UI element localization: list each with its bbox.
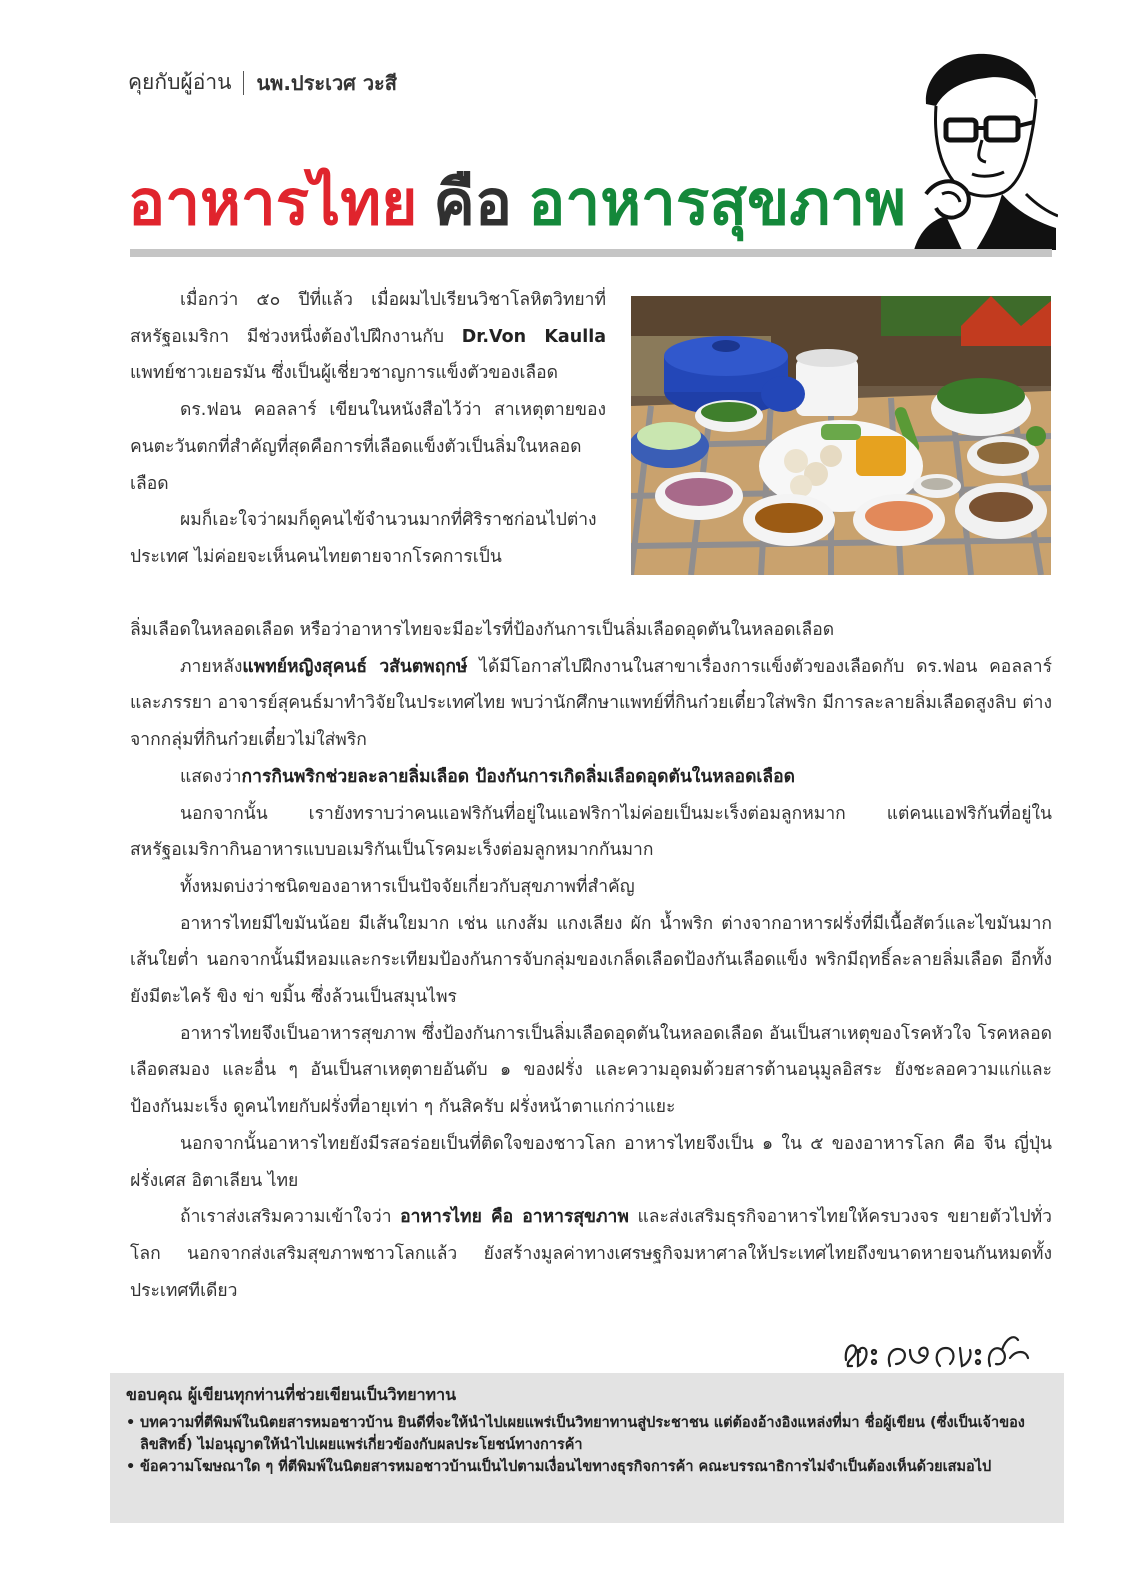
article-title (128, 160, 906, 246)
header-divider (243, 71, 244, 95)
title-part-is: คือ (433, 166, 513, 239)
doctor-name-von-kaulla: Dr.Von Kaulla (461, 326, 607, 347)
thai-food-ingredients-photo (631, 296, 1051, 575)
paragraph-11: ถ้าเราส่งเสริมความเข้าใจว่า อาหารไทย คือ อาหารสุขภาพ และส่งเสริมธุรกิจอาหารไทยให้ครบวงจร ขยายตัวไปทั่วโลก นอกจากส่งเสริมสุขภาพชาวโลกแล้ว ยังสร้างมูลค่าทางเศรษฐกิจมหาศาลให้ประเทศไทยถึงขนาดหายจนกันหมดทั้งประเทศทีเดียว (130, 1207, 1052, 1301)
doctor-name-sukon: แพทย์หญิงสุคนธ์ วสันตพฤกษ์ (242, 656, 468, 677)
title-part-thai-food: อาหารไทย (128, 166, 418, 239)
paragraph-6: นอกจากนั้น เรายังทราบว่าคนแอฟริกันที่อยู่ในแอฟริกาไม่ค่อยเป็นมะเร็งต่อมลูกหมาก แต่คนแอฟริกันที่อยู่ในสหรัฐอเมริกากินอาหารแบบอเมริกันเป็นโรคมะเร็งต่อมลูกหมากกันมาก (130, 803, 1052, 861)
article-full-width-text (130, 612, 1052, 1309)
footer-title: ขอบคุณ ผู้เขียนทุกท่านที่ช่วยเขียนเป็นวิทยาทาน (126, 1385, 457, 1404)
paragraph-3-continued: ลิ่มเลือดในหลอดเลือด หรือว่าอาหารไทยจะมีอะไรที่ป้องกันการเป็นลิ่มเลือดอุดตันในหลอดเลือด (130, 620, 835, 640)
article-column-text (130, 282, 606, 576)
paragraph-1: เมื่อกว่า ๕๐ ปีที่แล้ว เมื่อผมไปเรียนวิชาโลหิตวิทยาที่สหรัฐอเมริกา มีช่วงหนึ่งต้องไปฝึกงานกับ Dr.Von Kaulla แพทย์ชาวเยอรมัน ซึ่งเป็นผู้เชี่ยวชาญการแข็งตัวของเลือด (130, 290, 607, 384)
title-part-health-food: อาหารสุขภาพ (528, 166, 906, 239)
paragraph-5: แสดงว่าการกินพริกช่วยละลายลิ่มเลือด ป้องกันการเกิดลิ่มเลือดอุดตันในหลอดเลือด (180, 766, 796, 787)
title-underline (130, 249, 1052, 257)
paragraph-4: ภายหลังแพทย์หญิงสุคนธ์ วสันตพฤกษ์ ได้มีโอกาสไปฝึกงานในสาขาเรื่องการแข็งตัวของเลือดกับ ดร.ฟอน คอลลาร์ และภรรยา อาจารย์สุคนธ์มาทำวิจัยในประเทศไทย พบว่านักศึกษาแพทย์ที่กินก๋วยเตี๋ยวใส่พริก มีการละลายลิ่มเลือดสูงลิบ ต่างจากกลุ่มที่กินก๋วยเตี๋ยวไม่ใส่พริก (130, 656, 1052, 751)
bullet-icon: • (126, 1415, 136, 1431)
paragraph-7: ทั้งหมดบ่งว่าชนิดของอาหารเป็นปัจจัยเกี่ยวกับสุขภาพที่สำคัญ (180, 876, 635, 897)
bullet-icon: • (126, 1459, 136, 1475)
footer-notice-box (110, 1373, 1064, 1523)
footer-list-item: • บทความที่ตีพิมพ์ในนิตยสารหมอชาวบ้าน ยินดีที่จะให้นำไปเผยแพร่เป็นวิทยาทานสู่ประชาชน แต่ต้องอ้างอิงแหล่งที่มา ชื่อผู้เขียน (ซึ่งเป็นเจ้าของลิขสิทธิ์) ไม่อนุญาตให้นำไปเผยแพร่เกี่ยวข้องกับผลประโยชน์ทางการค้า (126, 1412, 1048, 1456)
paragraph-9: อาหารไทยจึงเป็นอาหารสุขภาพ ซึ่งป้องกันการเป็นลิ่มเลือดอุดตันในหลอดเลือด อันเป็นสาเหตุของโรคหัวใจ โรคหลอดเลือดสมอง และอื่น ๆ อันเป็นสาเหตุตายอันดับ ๑ ของฝรั่ง และความอุดมด้วยสารต้านอนุมูลอิสระ ยังชะลอความแก่และป้องกันมะเร็ง ดูคนไทยกับฝรั่งที่อายุเท่า ๆ กันสิครับ ฝรั่งหน้าตาแก่กว่าแยะ (130, 1023, 1052, 1118)
paragraph-10: นอกจากนั้นอาหารไทยยังมีรสอร่อยเป็นที่ติดใจของชาวโลก อาหารไทยจึงเป็น ๑ ใน ๕ ของอาหารโลก คือ จีน ญี่ปุ่น ฝรั่งเศส อิตาเลียน ไทย (130, 1133, 1052, 1191)
key-finding: การกินพริกช่วยละลายลิ่มเลือด ป้องกันการเกิดลิ่มเลือดอุดตันในหลอดเลือด (241, 766, 796, 787)
footer-list (126, 1412, 1048, 1478)
author-name: นพ.ประเวศ วะสี (256, 70, 398, 95)
section-name: คุยกับผู้อ่าน (128, 70, 232, 94)
footer-list-item: • ข้อความโฆษณาใด ๆ ที่ตีพิมพ์ในนิตยสารหมอชาวบ้านเป็นไปตามเงื่อนไขทางธุรกิจการค้า คณะบรรณาธิการไม่จำเป็นต้องเห็นด้วยเสมอไป (126, 1456, 1048, 1478)
paragraph-3: ผมก็เอะใจว่าผมก็ดูคนไข้จำนวนมากที่ศิริราชก่อนไปต่างประเทศ ไม่ค่อยจะเห็นคนไทยตายจากโรคการเป็น (130, 510, 597, 567)
column-header (128, 66, 397, 99)
conclusion-phrase: อาหารไทย คือ อาหารสุขภาพ (400, 1207, 629, 1228)
author-signature (838, 1320, 1038, 1380)
author-portrait-illustration (906, 44, 1058, 250)
paragraph-8: อาหารไทยมีไขมันน้อย มีเส้นใยมาก เช่น แกงส้ม แกงเลียง ผัก น้ำพริก ต่างจากอาหารฝรั่งที่มีเนื้อสัตว์และไขมันมาก เส้นใยต่ำ นอกจากนั้นมีหอมและกระเทียมป้องกันการจับกลุ่มของเกล็ดเลือดป้องกันเลือดแข็ง พริกมีฤทธิ์ละลายลิ่มเลือด อีกทั้งยังมีตะไคร้ ขิง ข่า ขมิ้น ซึ่งล้วนเป็นสมุนไพร (130, 913, 1052, 1008)
paragraph-2: ดร.ฟอน คอลลาร์ เขียนในหนังสือไว้ว่า สาเหตุตายของคนตะวันตกที่สำคัญที่สุดคือการที่เลือดแข็งตัวเป็นลิ่มในหลอดเลือด (130, 400, 606, 494)
